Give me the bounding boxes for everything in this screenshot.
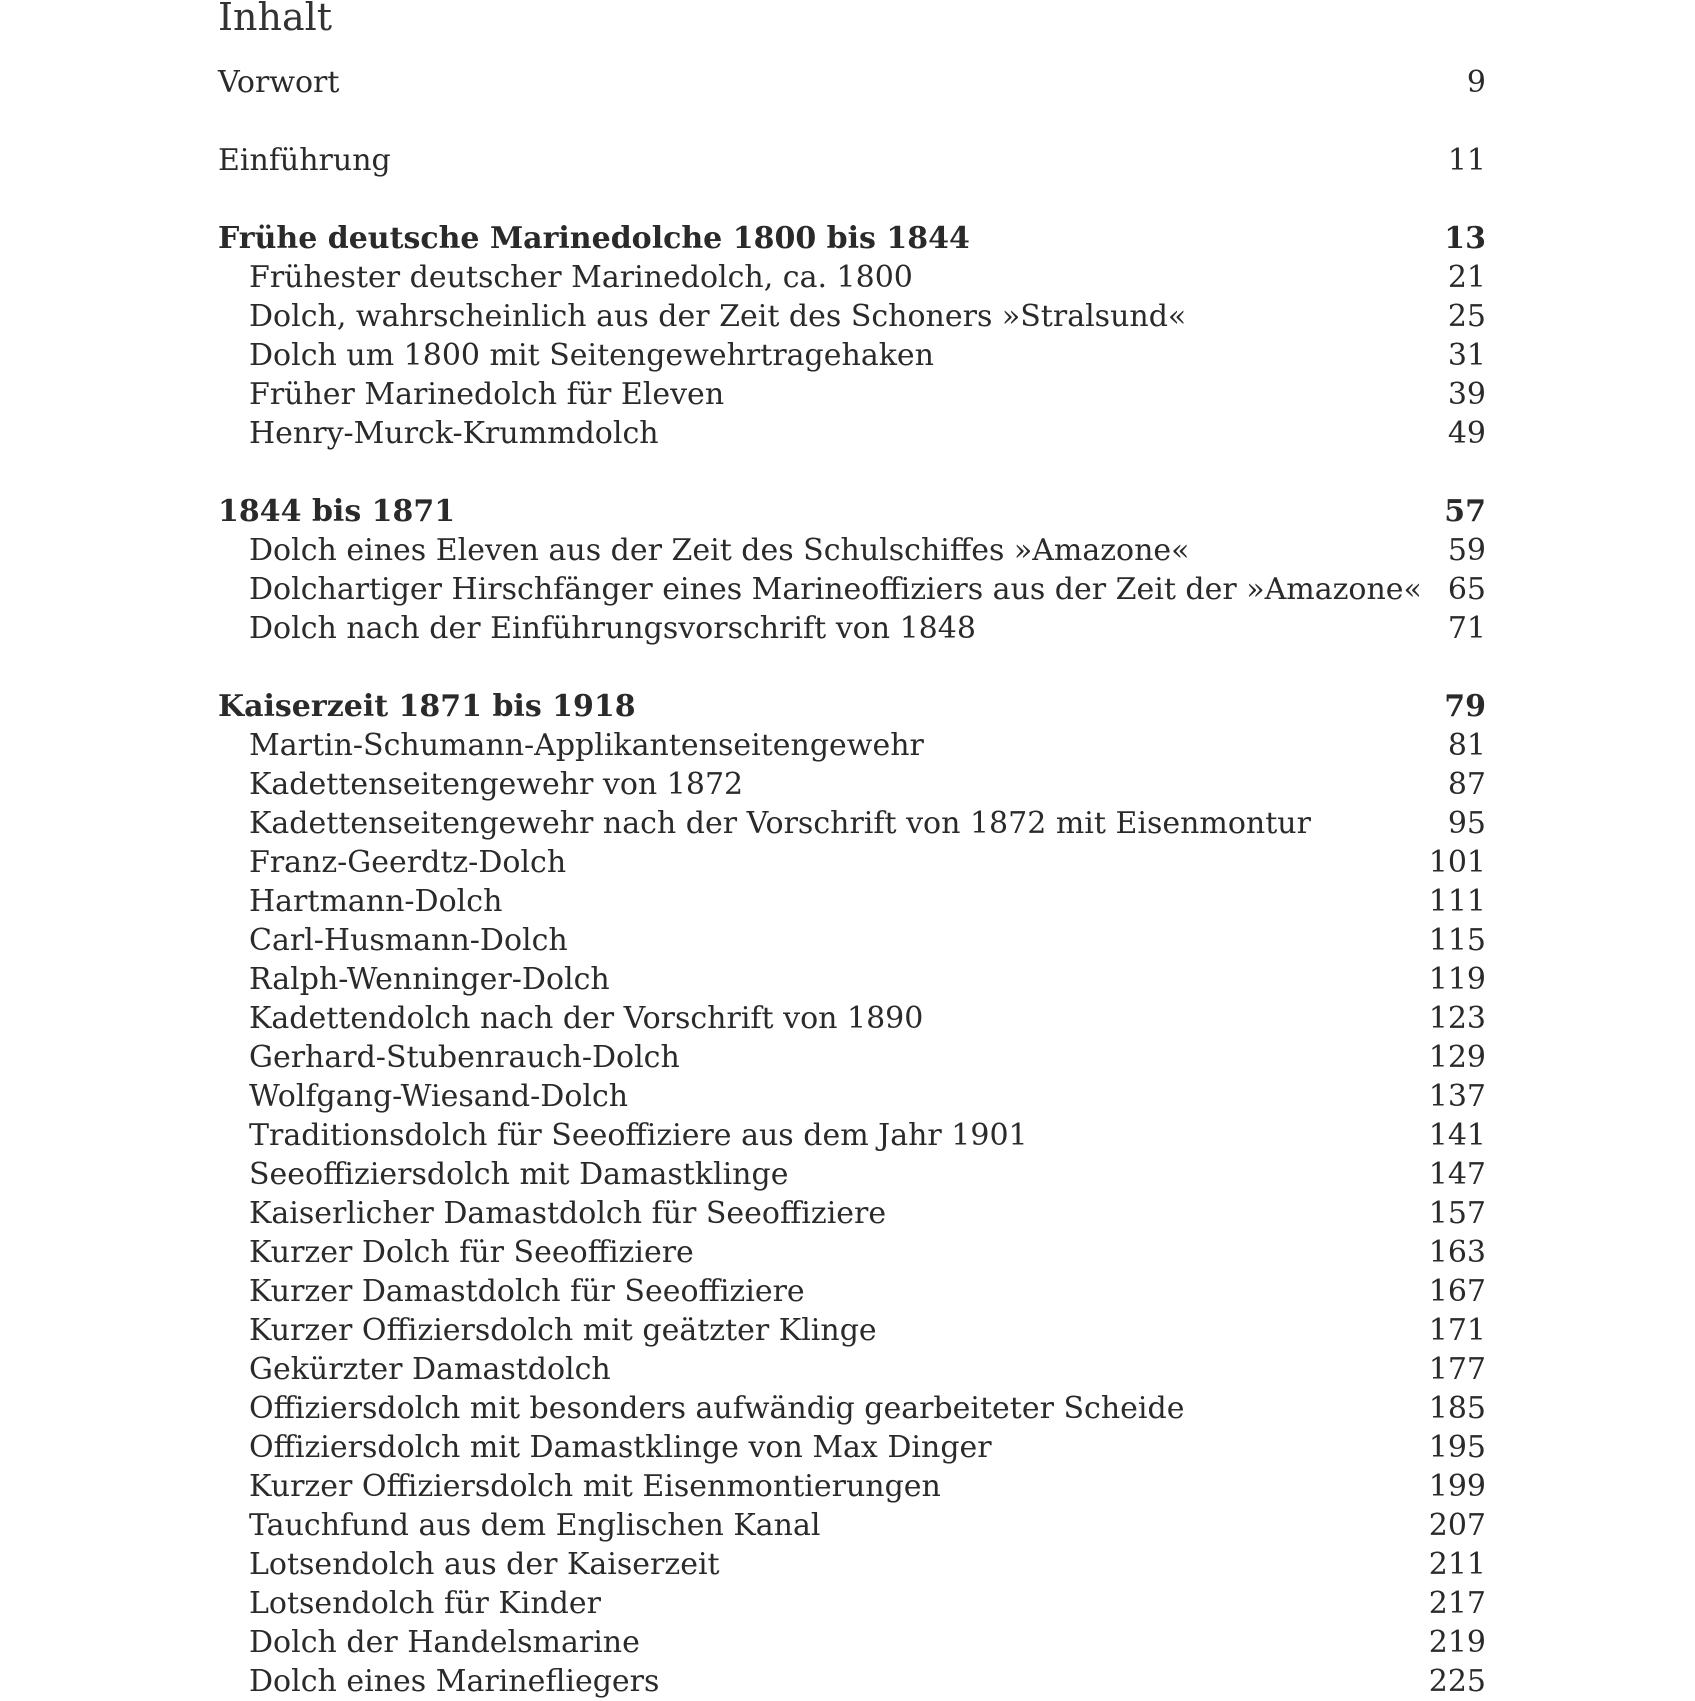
toc-entry-page-number: 217 — [1428, 1586, 1486, 1621]
toc-page — [218, 0, 1486, 1701]
toc-entry-title: Kurzer Offiziersdolch mit Eisenmontierungen — [249, 1469, 941, 1504]
toc-entry-title: Carl-Husmann-Dolch — [249, 923, 568, 958]
toc-entry — [218, 804, 1486, 843]
toc-entry-page-number: 119 — [1428, 962, 1486, 997]
toc-entry — [218, 1077, 1486, 1116]
toc-entry — [218, 1350, 1486, 1389]
toc-entry — [218, 1467, 1486, 1506]
toc-entry-title: Dolch eines Marinefliegers — [249, 1664, 660, 1699]
toc-entry-title: Lotsendolch aus der Kaiserzeit — [249, 1547, 720, 1582]
toc-entry-title: Frühester deutscher Marinedolch, ca. 1800 — [249, 260, 913, 295]
toc-entry — [218, 726, 1486, 765]
toc-entry-title: Kadettendolch nach der Vorschrift von 1890 — [249, 1001, 924, 1036]
toc-entry-title: Offiziersdolch mit Damastklinge von Max Dinger — [249, 1430, 992, 1465]
toc-entry-page-number: 87 — [1447, 767, 1486, 802]
toc-entry-page-number: 157 — [1428, 1196, 1486, 1231]
toc-entry — [218, 531, 1486, 570]
toc-section-entry — [218, 219, 1486, 258]
toc-entry-page-number: 101 — [1428, 845, 1486, 880]
toc-section-entry — [218, 63, 1486, 102]
toc-entry-title: Dolch nach der Einführungsvorschrift von 1848 — [249, 611, 976, 646]
toc-entry-page-number: 211 — [1428, 1547, 1486, 1582]
toc-entry-title: Dolch der Handelsmarine — [249, 1625, 640, 1660]
toc-entry — [218, 570, 1486, 609]
toc-entry-page-number: 225 — [1428, 1664, 1486, 1699]
toc-entry — [218, 999, 1486, 1038]
page-title: Inhalt — [218, 0, 333, 34]
toc-entry — [218, 1662, 1486, 1701]
toc-entry-page-number: 31 — [1447, 338, 1486, 373]
toc-entry-title: Kadettenseitengewehr nach der Vorschrift von 1872 mit Eisenmontur — [249, 806, 1311, 841]
toc-entry-page-number: 167 — [1428, 1274, 1486, 1309]
toc-entry-page-number: 59 — [1447, 533, 1486, 568]
toc-entry — [218, 1545, 1486, 1584]
toc-entry-title: Lotsendolch für Kinder — [249, 1586, 601, 1621]
toc-section-entry — [218, 492, 1486, 531]
toc-entry-page-number: 185 — [1428, 1391, 1486, 1426]
toc-entry — [218, 336, 1486, 375]
toc-entry-title: Dolch um 1800 mit Seitengewehrtragehaken — [249, 338, 934, 373]
toc-entry-title: Dolchartiger Hirschfänger eines Marineoffiziers aus der Zeit der »Amazone« — [249, 572, 1422, 607]
toc-entry — [218, 1194, 1486, 1233]
toc-entry-page-number: 207 — [1428, 1508, 1486, 1543]
toc-entry — [218, 1389, 1486, 1428]
toc-entry — [218, 609, 1486, 648]
toc-entry-page-number: 147 — [1428, 1157, 1486, 1192]
toc-entry-title: Traditionsdolch für Seeoffiziere aus dem Jahr 1901 — [249, 1118, 1028, 1153]
toc-entry-page-number: 195 — [1428, 1430, 1486, 1465]
toc-entry — [218, 375, 1486, 414]
toc-spacer — [218, 648, 1486, 687]
toc-spacer — [218, 180, 1486, 219]
toc-entry-title: Einführung — [218, 143, 391, 178]
toc-entry-page-number: 141 — [1428, 1118, 1486, 1153]
toc-entry — [218, 1233, 1486, 1272]
toc-entry-page-number: 129 — [1428, 1040, 1486, 1075]
table-of-contents — [218, 63, 1486, 1701]
toc-entry-page-number: 115 — [1428, 923, 1486, 958]
toc-section-entry — [218, 141, 1486, 180]
toc-entry — [218, 765, 1486, 804]
toc-entry-page-number: 65 — [1447, 572, 1486, 607]
toc-entry — [218, 921, 1486, 960]
toc-entry-page-number: 13 — [1444, 221, 1486, 256]
toc-spacer — [218, 102, 1486, 141]
toc-entry-title: Dolch, wahrscheinlich aus der Zeit des Schoners »Stralsund« — [249, 299, 1187, 334]
toc-entry-title: Dolch eines Eleven aus der Zeit des Schulschiffes »Amazone« — [249, 533, 1190, 568]
toc-entry-page-number: 111 — [1428, 884, 1486, 919]
toc-entry — [218, 1623, 1486, 1662]
toc-entry-title: Gekürzter Damastdolch — [249, 1352, 611, 1387]
toc-entry — [218, 960, 1486, 999]
toc-entry-page-number: 81 — [1447, 728, 1486, 763]
toc-entry-title: Gerhard-Stubenrauch-Dolch — [249, 1040, 680, 1075]
toc-entry — [218, 1311, 1486, 1350]
toc-entry-title: Ralph-Wenninger-Dolch — [249, 962, 610, 997]
toc-entry-title: Kaiserlicher Damastdolch für Seeoffiziere — [249, 1196, 887, 1231]
toc-entry-title: Seeoffiziersdolch mit Damastklinge — [249, 1157, 789, 1192]
toc-entry-page-number: 57 — [1444, 494, 1486, 529]
toc-entry-title: Henry-Murck-Krummdolch — [249, 416, 659, 451]
toc-entry-title: 1844 bis 1871 — [218, 494, 456, 529]
toc-entry-title: Kurzer Dolch für Seeoffiziere — [249, 1235, 694, 1270]
toc-entry-page-number: 11 — [1447, 143, 1486, 178]
toc-entry-page-number: 9 — [1466, 65, 1486, 100]
toc-entry-page-number: 49 — [1447, 416, 1486, 451]
toc-entry — [218, 1428, 1486, 1467]
toc-entry-page-number: 21 — [1447, 260, 1486, 295]
toc-entry — [218, 414, 1486, 453]
toc-entry — [218, 1506, 1486, 1545]
toc-entry-page-number: 123 — [1428, 1001, 1486, 1036]
toc-entry — [218, 843, 1486, 882]
toc-entry-page-number: 95 — [1447, 806, 1486, 841]
toc-entry-page-number: 137 — [1428, 1079, 1486, 1114]
toc-entry-page-number: 79 — [1444, 689, 1486, 724]
toc-entry-title: Kaiserzeit 1871 bis 1918 — [218, 689, 636, 724]
toc-entry — [218, 1038, 1486, 1077]
toc-entry-page-number: 171 — [1428, 1313, 1486, 1348]
toc-entry-page-number: 219 — [1428, 1625, 1486, 1660]
toc-entry-title: Kurzer Damastdolch für Seeoffiziere — [249, 1274, 805, 1309]
toc-entry-title: Martin-Schumann-Applikantenseitengewehr — [249, 728, 924, 763]
toc-spacer — [218, 453, 1486, 492]
toc-entry — [218, 1116, 1486, 1155]
toc-entry-title: Franz-Geerdtz-Dolch — [249, 845, 567, 880]
toc-entry — [218, 882, 1486, 921]
toc-section-entry — [218, 687, 1486, 726]
toc-entry — [218, 1272, 1486, 1311]
toc-entry-title: Früher Marinedolch für Eleven — [249, 377, 725, 412]
toc-entry — [218, 1155, 1486, 1194]
toc-entry-title: Frühe deutsche Marinedolche 1800 bis 1844 — [218, 221, 970, 256]
toc-entry-title: Kadettenseitengewehr von 1872 — [249, 767, 744, 802]
toc-entry-title: Tauchfund aus dem Englischen Kanal — [249, 1508, 821, 1543]
toc-entry-page-number: 199 — [1428, 1469, 1486, 1504]
toc-entry-title: Hartmann-Dolch — [249, 884, 503, 919]
toc-entry-title: Vorwort — [218, 65, 340, 100]
toc-entry-page-number: 25 — [1447, 299, 1486, 334]
toc-entry-title: Kurzer Offiziersdolch mit geätzter Klinge — [249, 1313, 877, 1348]
toc-entry-page-number: 71 — [1447, 611, 1486, 646]
toc-entry-page-number: 177 — [1428, 1352, 1486, 1387]
toc-entry-title: Offiziersdolch mit besonders aufwändig gearbeiteter Scheide — [249, 1391, 1185, 1426]
toc-entry-page-number: 39 — [1447, 377, 1486, 412]
toc-entry — [218, 1584, 1486, 1623]
toc-entry — [218, 258, 1486, 297]
toc-entry-page-number: 163 — [1428, 1235, 1486, 1270]
toc-entry-title: Wolfgang-Wiesand-Dolch — [249, 1079, 629, 1114]
toc-entry — [218, 297, 1486, 336]
